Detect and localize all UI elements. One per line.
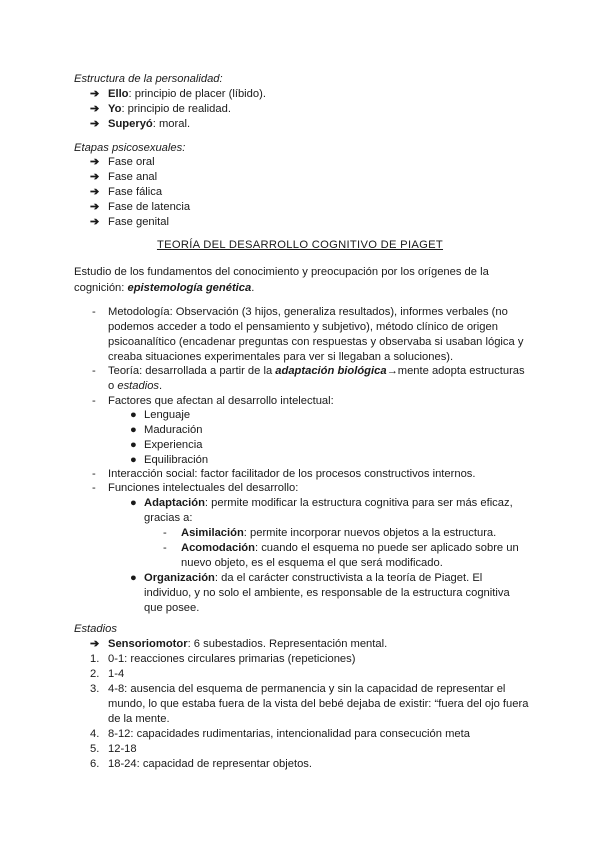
sensorimotor-line <box>90 637 387 651</box>
numbered-item-continuation: mundo, lo que estaba fuera de la vista del bebé dejaba de existir: “fuera del ojo fuera <box>108 698 529 710</box>
bullet-icon: ● <box>130 454 137 466</box>
dash-bullet: - <box>92 482 96 494</box>
intro-end: . <box>251 282 255 294</box>
organization-text: : da el carácter constructivista a la teoría de Piaget. El <box>214 572 483 584</box>
list-item <box>90 170 157 184</box>
theory-term: adaptación biológica <box>275 365 387 377</box>
term-text: : principio de placer (líbido). <box>128 88 266 100</box>
term: Yo <box>108 103 122 115</box>
theory-text: Teoría: desarrollada a partir de la <box>108 365 276 377</box>
item-number: 6. <box>90 758 100 770</box>
item-text: 8-12: capacidades rudimentarias, intencionalidad para consecución meta <box>108 728 470 740</box>
item-text: Fase fálica <box>108 186 163 198</box>
item-number: 5. <box>90 743 100 755</box>
sensorimotor-term: Sensoriomotor <box>108 638 188 650</box>
arrow-icon: ➔ <box>90 88 100 100</box>
item-text: Fase oral <box>108 156 155 168</box>
item-text: 4-8: ausencia del esquema de permanencia y sin la capacidad de representar el <box>108 683 506 695</box>
numbered-item <box>90 652 356 666</box>
numbered-item-continuation: de la mente. <box>108 713 170 725</box>
numbered-item <box>90 727 470 741</box>
theory-line-2 <box>108 379 162 393</box>
bullet-icon: ● <box>130 439 137 451</box>
adaptation-term: Adaptación <box>144 497 205 509</box>
numbered-item <box>90 667 125 681</box>
psychosexual-heading: Etapas psicosexuales: <box>74 142 186 154</box>
term: Superyó <box>108 118 153 130</box>
dash-bullet: - <box>163 527 167 539</box>
functions-heading: Funciones intelectuales del desarrollo: <box>108 482 299 494</box>
adaptation-line-1 <box>130 496 513 510</box>
list-item <box>90 87 266 101</box>
item-text: Fase genital <box>108 216 169 228</box>
list-item <box>90 200 190 214</box>
method-line-4: creaba situaciones experimentales para ver si llegaban a soluciones). <box>108 351 454 363</box>
arrow-icon: ➔ <box>90 118 100 130</box>
personality-heading: Estructura de la personalidad: <box>74 73 223 85</box>
intro-line-1: Estudio de los fundamentos del conocimiento y preocupación por los orígenes de la <box>74 266 489 278</box>
item-text: Maduración <box>144 424 203 436</box>
social-line: Interacción social: factor facilitador de los procesos constructivos internos. <box>108 468 476 480</box>
arrow-icon: ➔ <box>90 156 100 168</box>
item-text: Experiencia <box>144 439 203 451</box>
item-text: 0-1: reacciones circulares primarias (repeticiones) <box>108 653 356 665</box>
assimilation-term: Asimilación <box>181 527 244 539</box>
item-number: 4. <box>90 728 100 740</box>
intro-line-2 <box>74 281 254 295</box>
adaptation-line-2: gracias a: <box>144 512 193 524</box>
list-item <box>90 185 162 199</box>
list-item <box>130 453 208 467</box>
bullet-icon: ● <box>130 572 137 584</box>
organization-line-3: que posee. <box>144 602 200 614</box>
accommodation-line-1 <box>181 541 519 555</box>
method-line-1: Metodología: Observación (3 hijos, generaliza resultados), informes verbales (no <box>108 306 508 318</box>
organization-line-2: individuo, y no solo el ambiente, es responsable de la estructura cognitiva <box>144 587 510 599</box>
arrow-icon: ➔ <box>90 201 100 213</box>
dash-bullet: - <box>92 306 96 318</box>
list-item <box>90 155 155 169</box>
dash-bullet: - <box>92 395 96 407</box>
accommodation-line-2: nuevo objeto, es el esquema el que será modificado. <box>181 557 443 569</box>
arrow-icon: ➔ <box>90 186 100 198</box>
list-item <box>130 438 202 452</box>
theory-term: estadios <box>117 380 160 392</box>
list-item <box>130 408 190 422</box>
method-line-3: psicoanalítico (encadenar preguntas con respuestas y observaba si usaban lógica y <box>108 336 524 348</box>
arrow-icon: ➔ <box>90 171 100 183</box>
accommodation-text: : cuando el esquema no puede ser aplicado sobre un <box>254 542 519 554</box>
list-item <box>90 102 231 116</box>
dash-bullet: - <box>92 468 96 480</box>
item-text: Fase anal <box>108 171 158 183</box>
organization-line-1 <box>130 571 482 585</box>
organization-term: Organización <box>144 572 215 584</box>
assimilation-text: : permite incorporar nuevos objetos a la estructura. <box>243 527 497 539</box>
numbered-item <box>90 742 137 756</box>
item-number: 2. <box>90 668 100 680</box>
dash-bullet: - <box>163 542 167 554</box>
method-line-2: podemos acceder a todo el pensamiento y subjetivo), método clínico de origen <box>108 321 498 333</box>
item-text: 18-24: capacidad de representar objetos. <box>108 758 312 770</box>
list-item <box>90 117 190 131</box>
list-item <box>130 423 202 437</box>
bullet-icon: ● <box>130 497 137 509</box>
accommodation-term: Acomodación <box>181 542 255 554</box>
theory-line-1 <box>108 364 525 378</box>
item-text: Fase de latencia <box>108 201 191 213</box>
bullet-icon: ● <box>130 409 137 421</box>
term: Ello <box>108 88 129 100</box>
item-number: 3. <box>90 683 100 695</box>
dash-bullet: - <box>92 365 96 377</box>
list-item <box>90 215 169 229</box>
item-text: Lenguaje <box>144 409 191 421</box>
theory-text: o <box>108 380 118 392</box>
assimilation-line <box>181 526 496 540</box>
intro-term: epistemología genética <box>127 282 252 294</box>
section-title: TEORÍA DEL DESARROLLO COGNITIVO DE PIAGET <box>156 239 444 251</box>
item-text: 1-4 <box>108 668 125 680</box>
item-number: 1. <box>90 653 100 665</box>
numbered-item <box>90 682 506 696</box>
arrow-icon: ➔ <box>90 638 100 650</box>
adaptation-text: : permite modificar la estructura cognitiva para ser más eficaz, <box>204 497 513 509</box>
numbered-item <box>90 757 312 771</box>
arrow-icon: ➔ <box>90 103 100 115</box>
term-text: : principio de realidad. <box>121 103 231 115</box>
item-text: Equilibración <box>144 454 209 466</box>
term-text: : moral. <box>152 118 191 130</box>
factors-heading: Factores que afectan al desarrollo intelectual: <box>108 395 334 407</box>
bullet-icon: ● <box>130 424 137 436</box>
sensorimotor-text: : 6 subestadios. Representación mental. <box>187 638 388 650</box>
theory-text-end: . <box>159 380 163 392</box>
intro-text: cognición: <box>74 282 128 294</box>
theory-text-end: →mente adopta estructuras <box>386 365 525 377</box>
item-text: 12-18 <box>108 743 137 755</box>
stages-heading: Estadios <box>74 623 117 635</box>
arrow-icon: ➔ <box>90 216 100 228</box>
